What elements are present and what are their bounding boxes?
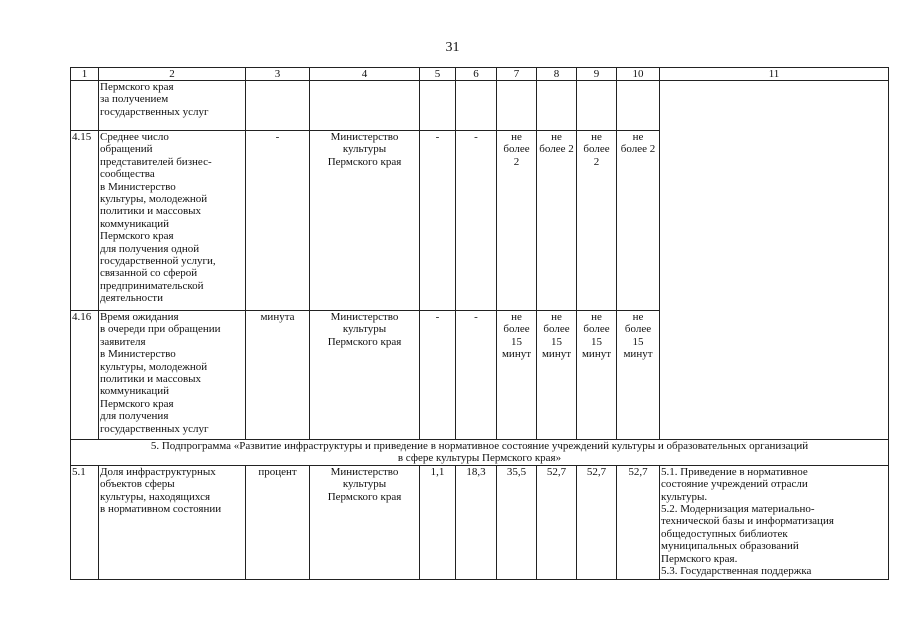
ministry-cell: Министерство культуры Пермского края: [310, 131, 420, 311]
header-cell: 4: [310, 68, 420, 81]
value-cell: [420, 81, 456, 131]
value-cell: -: [420, 311, 456, 440]
value-cell: [577, 81, 617, 131]
indicator-name: Пермского края за получением государственных услуг: [99, 81, 246, 131]
header-cell: 10: [617, 68, 660, 81]
header-cell: 1: [71, 68, 99, 81]
value-cell: не более 2: [577, 131, 617, 311]
header-cell: 9: [577, 68, 617, 81]
value-cell: -: [456, 131, 497, 311]
header-cell: 5: [420, 68, 456, 81]
value-cell: не более 15 минут: [537, 311, 577, 440]
value-cell: не более 2: [497, 131, 537, 311]
value-cell: не более 15 минут: [577, 311, 617, 440]
value-cell: не более 2: [537, 131, 577, 311]
value-cell: 52,7: [577, 465, 617, 579]
indicator-name: Время ожидания в очереди при обращении заявителя в Министерство культуры, молодежной политики и массовых коммуникаций Пермского края для получения государственных услуг: [99, 311, 246, 440]
value-cell: не более 15 минут: [617, 311, 660, 440]
value-cell: 52,7: [617, 465, 660, 579]
row-number: 5.1: [71, 465, 99, 579]
table-row: [71, 81, 889, 131]
section-title: 5. Подпрограмма «Развитие инфраструктуры и приведение в нормативное состояние учреждений культуры и образовательных организаций в сфере культуры Пермского края»: [71, 440, 889, 466]
header-cell: 7: [497, 68, 537, 81]
header-cell: 11: [660, 68, 889, 81]
unit-cell: -: [246, 131, 310, 311]
table-header-row: [71, 68, 889, 81]
measures-cell: [660, 81, 889, 440]
header-cell: 3: [246, 68, 310, 81]
header-cell: 6: [456, 68, 497, 81]
indicators-table: [70, 67, 889, 580]
header-cell: 2: [99, 68, 246, 81]
value-cell: не более 2: [617, 131, 660, 311]
value-cell: -: [420, 131, 456, 311]
value-cell: 18,3: [456, 465, 497, 579]
row-number: 4.15: [71, 131, 99, 311]
value-cell: не более 15 минут: [497, 311, 537, 440]
section-row: [71, 440, 889, 466]
indicator-name: Доля инфраструктурных объектов сферы культуры, находящихся в нормативном состоянии: [99, 465, 246, 579]
value-cell: [537, 81, 577, 131]
value-cell: 52,7: [537, 465, 577, 579]
ministry-cell: Министерство культуры Пермского края: [310, 465, 420, 579]
page-number: 31: [445, 40, 460, 55]
row-number: 4.16: [71, 311, 99, 440]
value-cell: [617, 81, 660, 131]
measures-cell: 5.1. Приведение в нормативное состояние учреждений отрасли культуры. 5.2. Модернизация материально- технической базы и информатизация общедоступных библиотек муниципальных образований Пермского края. 5.3. Государственная поддержка: [660, 465, 889, 579]
row-number: [71, 81, 99, 131]
value-cell: -: [456, 311, 497, 440]
table-row: [71, 465, 889, 579]
value-cell: [456, 81, 497, 131]
unit-cell: [246, 81, 310, 131]
header-cell: 8: [537, 68, 577, 81]
unit-cell: процент: [246, 465, 310, 579]
ministry-cell: [310, 81, 420, 131]
ministry-cell: Министерство культуры Пермского края: [310, 311, 420, 440]
value-cell: 35,5: [497, 465, 537, 579]
indicator-name: Среднее число обращений представителей бизнес- сообщества в Министерство культуры, молодежной политики и массовых коммуникаций Пермского края для получения одной государственной услуги, связанной со сферой предпринимательской деятельности: [99, 131, 246, 311]
value-cell: 1,1: [420, 465, 456, 579]
value-cell: [497, 81, 537, 131]
unit-cell: минута: [246, 311, 310, 440]
